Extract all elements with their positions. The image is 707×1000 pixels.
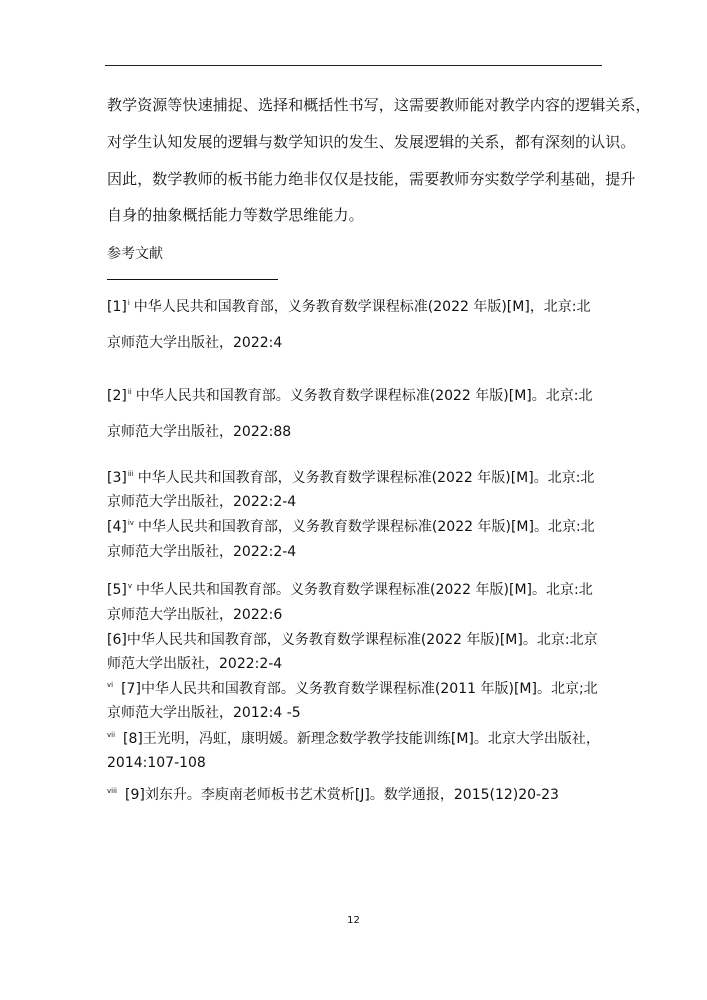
reference-9-number: [9] [124, 787, 145, 803]
body-paragraph-line-3: 因此，数学教师的板书能力绝非仅仅是技能，需要教师夯实数学学利基础，提升 [107, 170, 636, 188]
reference-5-line-1 [107, 580, 593, 600]
reference-6-text: 中华人民共和国教育部，义务教育数学课程标准(2022 年版)[M]。北京:北京 [126, 632, 598, 648]
reference-9-text: 刘东升。李庾南老师板书艺术赏析[J]。数学通报，2015(12)20-23 [144, 787, 559, 803]
reference-6-line-2: 师范大学出版社，2022:2-4 [107, 656, 283, 672]
reference-4-line-1 [107, 517, 595, 537]
reference-4-note-marker: iv [127, 519, 134, 527]
reference-3-note-marker: iii [127, 470, 134, 478]
reference-2-number: [2] [107, 388, 127, 404]
reference-2-text: 中华人民共和国教育部。义务教育数学课程标准(2022 年版)[M]。北京:北 [135, 388, 593, 404]
reference-8-line-1 [107, 729, 600, 749]
reference-5-note-marker: v [127, 582, 132, 590]
reference-2-note-marker: ii [127, 388, 132, 396]
reference-8-number: [8] [123, 731, 143, 747]
header-rule [105, 65, 602, 66]
reference-1-line-1 [107, 297, 591, 317]
footnote-separator [107, 279, 278, 280]
body-paragraph-line-4: 自身的抽象概括能力等数学思维能力。 [107, 206, 364, 224]
reference-8-note-marker: vii [107, 731, 116, 739]
reference-6-number: [6] [107, 632, 127, 648]
reference-3-line-2: 京师范大学出版社，2022:2-4 [107, 494, 297, 510]
page-number: 12 [347, 915, 360, 926]
reference-2-line-2: 京师范大学出版社，2022:88 [107, 424, 292, 440]
reference-7-line-1 [107, 679, 598, 699]
reference-3-number: [3] [107, 470, 127, 486]
reference-1-note-marker: i [127, 299, 130, 307]
reference-3-line-1 [107, 468, 594, 488]
reference-4-text: 中华人民共和国教育部，义务教育数学课程标准(2022 年版)[M]。北京:北 [137, 519, 595, 535]
reference-6-line-1 [107, 630, 598, 650]
reference-9-line-1 [107, 785, 559, 805]
reference-9-note-marker: viii [107, 787, 117, 795]
reference-7-number: [7] [121, 681, 141, 697]
reference-8-text: 王光明，冯虹，康明媛。新理念数学教学技能训练[M]。北京大学出版社， [142, 731, 600, 747]
reference-7-note-marker: vi [107, 681, 114, 689]
references-heading: 参考文献 [107, 246, 163, 262]
reference-3-text: 中华人民共和国教育部，义务教育数学课程标准(2022 年版)[M]。北京:北 [137, 470, 595, 486]
reference-5-number: [5] [107, 582, 127, 598]
reference-4-line-2: 京师范大学出版社，2022:2-4 [107, 544, 297, 560]
body-paragraph-line-1: 教学资源等快速捕捉、选择和概括性书写，这需要教师能对教学内容的逻辑关系， [107, 96, 651, 114]
reference-5-text: 中华人民共和国教育部。义务教育数学课程标准(2022 年版)[M]。北京:北 [136, 582, 593, 598]
reference-1-text: 中华人民共和国教育部，义务教育数学课程标准(2022 年版)[M]，北京:北 [133, 299, 591, 315]
reference-1-number: [1] [107, 299, 127, 315]
reference-4-number: [4] [107, 519, 127, 535]
body-paragraph-line-2: 对学生认知发展的逻辑与数学知识的发生、发展逻辑的关系，都有深刻的认识。 [107, 133, 636, 151]
reference-1-line-2: 京师范大学出版社，2022:4 [107, 335, 283, 351]
reference-5-line-2: 京师范大学出版社，2022:6 [107, 607, 283, 623]
reference-8-line-2: 2014:107-108 [107, 755, 206, 771]
reference-7-text: 中华人民共和国教育部。义务教育数学课程标准(2011 年版)[M]。北京;北 [140, 681, 598, 697]
reference-2-line-1 [107, 386, 592, 406]
reference-7-line-2: 京师范大学出版社，2012:4 -5 [107, 705, 301, 721]
